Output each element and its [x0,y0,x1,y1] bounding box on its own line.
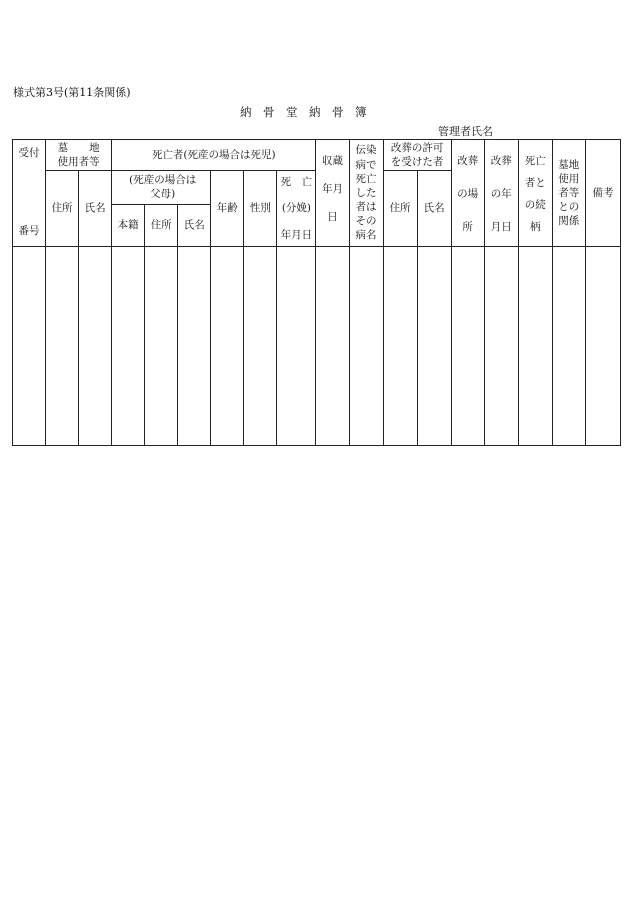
header-rdate-2: の年 [490,187,512,200]
header-permit-address: 住所 [383,171,417,247]
header-rel-4: 柄 [530,220,541,233]
header-honseki: 本籍 [112,205,145,247]
header-place-1: 改葬 [457,155,479,167]
header-death-2: (分娩) [281,202,312,215]
header-cemetery-name: 氏名 [79,171,112,247]
header-rel-2: 者と [524,176,546,189]
header-storage-3: 日 [327,210,338,223]
document-title: 納 骨 堂 納 骨 簿 [240,105,367,119]
header-storage-2: 年月 [321,182,343,195]
entry-cell[interactable] [585,247,620,446]
header-deceased-address: 住所 [145,205,178,247]
entry-cell[interactable] [112,247,145,446]
manager-name-label: 管理者氏名 [438,125,493,138]
header-reception-bottom: 番号 [18,224,40,237]
entry-cell[interactable] [518,247,552,446]
header-reburial-place [451,140,484,247]
header-rdate-1: 改葬 [490,155,512,167]
form-number-label: 様式第3号(第11条関係) [13,86,131,99]
header-user-relation-text: 墓地 使用 者等 との 関係 [558,158,580,228]
header-reception-top: 受付 [18,147,40,159]
entry-cell[interactable] [46,247,79,446]
header-cemetery-user-group [46,140,112,171]
entry-cell[interactable] [79,247,112,446]
header-age: 年齢 [211,171,244,247]
entry-cell[interactable] [383,247,417,446]
header-cemetery-address: 住所 [46,171,79,247]
entry-cell[interactable] [244,247,277,446]
entry-cell[interactable] [552,247,585,446]
header-disease-text: 伝染 病で 死亡 した 者は その 病名 [355,144,377,242]
header-remarks: 備考 [585,140,620,247]
header-sex: 性別 [244,171,277,247]
entry-cell[interactable] [417,247,451,446]
header-rdate-3: 月日 [490,220,512,233]
header-deceased-name: 氏名 [178,205,211,247]
header-place-3: 所 [462,220,473,233]
header-infectious-disease [349,140,383,247]
header-reburial-permit-group [383,140,451,171]
entry-cell[interactable] [211,247,244,446]
header-reception-number [13,140,46,247]
header-parents-group [112,171,211,205]
entry-cell[interactable] [451,247,484,446]
header-death-3: 年月日 [280,228,313,241]
header-cemetery-user-text: 墓 地 使用者等 [57,141,100,168]
header-death-1: 死 亡 [280,176,313,188]
header-relation-user [552,140,585,247]
header-reburial-date [484,140,518,247]
header-rel-3: の続 [524,198,546,211]
header-deceased-group: 死亡者(死産の場合は死児) [112,140,316,171]
header-rel-1: 死亡 [524,155,546,167]
entry-cell[interactable] [316,247,349,446]
header-relation-deceased [518,140,552,247]
entry-cell[interactable] [13,247,46,446]
ossuary-ledger-table [12,139,621,446]
header-parents-text: (死産の場合は 父母) [129,174,197,201]
header-storage-date [316,140,349,247]
header-death-date [277,171,316,247]
entry-cell[interactable] [484,247,518,446]
entry-cell[interactable] [178,247,211,446]
entry-cell[interactable] [277,247,316,446]
header-permit-text: 改葬の許可 を受けた者 [390,141,444,168]
entry-cell[interactable] [145,247,178,446]
header-storage-1: 収蔵 [321,155,343,167]
entry-cell[interactable] [349,247,383,446]
header-permit-name: 氏名 [417,171,451,247]
header-place-2: の場 [457,187,479,200]
